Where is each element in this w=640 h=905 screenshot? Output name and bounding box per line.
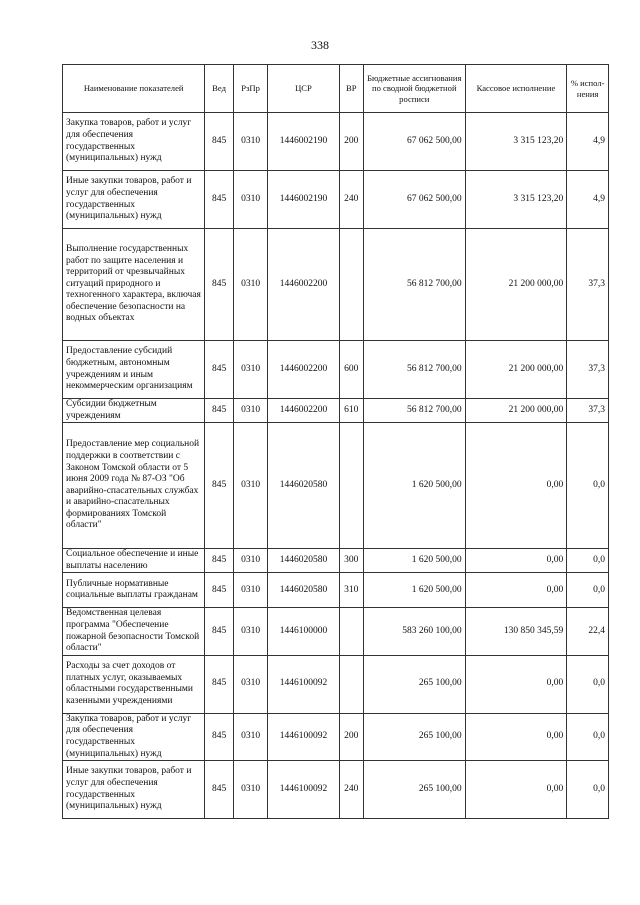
- row-assignment: 1 620 500,00: [363, 549, 465, 573]
- row-csr: 1446002190: [268, 171, 339, 229]
- row-assignment: 583 260 100,00: [363, 608, 465, 655]
- row-csr: 1446002200: [268, 229, 339, 341]
- row-cash-execution: 21 200 000,00: [465, 229, 567, 341]
- row-rzpr: 0310: [233, 713, 268, 760]
- row-rzpr: 0310: [233, 608, 268, 655]
- table-row: [63, 549, 609, 573]
- row-rzpr: 0310: [233, 399, 268, 423]
- row-percent-execution: 37,3: [567, 399, 609, 423]
- header-vr: ВР: [339, 65, 363, 113]
- table-row: [63, 713, 609, 760]
- row-rzpr: 0310: [233, 761, 268, 819]
- budget-table: [62, 64, 609, 819]
- row-rzpr: 0310: [233, 341, 268, 399]
- row-percent-execution: 0,0: [567, 573, 609, 608]
- row-csr: 1446100000: [268, 608, 339, 655]
- table-header-row: [63, 65, 609, 113]
- row-name: Социальное обеспечение и иные выплаты населению: [63, 549, 205, 573]
- row-vr: 300: [339, 549, 363, 573]
- row-vr: 310: [339, 573, 363, 608]
- row-ved: 845: [205, 229, 233, 341]
- row-name: Расходы за счет доходов от платных услуг, оказываемых областными государственными казенными учреждениями: [63, 655, 205, 713]
- row-percent-execution: 37,3: [567, 229, 609, 341]
- row-cash-execution: 0,00: [465, 713, 567, 760]
- row-percent-execution: 0,0: [567, 549, 609, 573]
- row-name: Выполнение государственных работ по защите населения и территорий от чрезвычайных ситуаций природного и техногенного характера, включая обеспечение безопасности на водных объектах: [63, 229, 205, 341]
- row-name: Закупка товаров, работ и услуг для обеспечения государственных (муниципальных) нужд: [63, 713, 205, 760]
- row-csr: 1446100092: [268, 655, 339, 713]
- row-ved: 845: [205, 655, 233, 713]
- table-row: [63, 608, 609, 655]
- header-assignments: Бюджетные ассигнования по сводной бюджетной росписи: [363, 65, 465, 113]
- row-cash-execution: 21 200 000,00: [465, 399, 567, 423]
- header-percent-execution: % испол-нения: [567, 65, 609, 113]
- table-row: [63, 341, 609, 399]
- row-name: Субсидии бюджетным учреждениям: [63, 399, 205, 423]
- row-vr: 240: [339, 761, 363, 819]
- row-percent-execution: 0,0: [567, 761, 609, 819]
- row-percent-execution: 37,3: [567, 341, 609, 399]
- row-assignment: 265 100,00: [363, 761, 465, 819]
- row-cash-execution: 3 315 123,20: [465, 171, 567, 229]
- row-assignment: 1 620 500,00: [363, 423, 465, 549]
- table-row: [63, 655, 609, 713]
- row-name: Предоставление мер социальной поддержки в соответствии с Законом Томской области от 5 июня 2009 года № 87-ОЗ "Об аварийно-спасательных службах и аварийно-спасательных формированиях Томской области": [63, 423, 205, 549]
- row-rzpr: 0310: [233, 549, 268, 573]
- row-name: Публичные нормативные социальные выплаты гражданам: [63, 573, 205, 608]
- table-row: [63, 229, 609, 341]
- row-ved: 845: [205, 113, 233, 171]
- row-ved: 845: [205, 761, 233, 819]
- row-assignment: 56 812 700,00: [363, 229, 465, 341]
- row-vr: [339, 608, 363, 655]
- row-cash-execution: 3 315 123,20: [465, 113, 567, 171]
- row-ved: 845: [205, 713, 233, 760]
- row-rzpr: 0310: [233, 229, 268, 341]
- row-ved: 845: [205, 399, 233, 423]
- row-rzpr: 0310: [233, 655, 268, 713]
- row-percent-execution: 4,9: [567, 171, 609, 229]
- row-assignment: 1 620 500,00: [363, 573, 465, 608]
- row-ved: 845: [205, 608, 233, 655]
- row-vr: 600: [339, 341, 363, 399]
- row-vr: [339, 655, 363, 713]
- row-ved: 845: [205, 573, 233, 608]
- row-csr: 1446002200: [268, 399, 339, 423]
- row-ved: 845: [205, 171, 233, 229]
- row-assignment: 56 812 700,00: [363, 341, 465, 399]
- row-cash-execution: 0,00: [465, 423, 567, 549]
- row-name: Иные закупки товаров, работ и услуг для обеспечения государственных (муниципальных) нужд: [63, 171, 205, 229]
- row-vr: [339, 229, 363, 341]
- row-csr: 1446020580: [268, 423, 339, 549]
- row-cash-execution: 21 200 000,00: [465, 341, 567, 399]
- row-assignment: 265 100,00: [363, 655, 465, 713]
- row-vr: 240: [339, 171, 363, 229]
- row-cash-execution: 0,00: [465, 761, 567, 819]
- row-percent-execution: 0,0: [567, 423, 609, 549]
- row-assignment: 56 812 700,00: [363, 399, 465, 423]
- row-name: Предоставление субсидий бюджетным, автономным учреждениям и иным некоммерческим организациям: [63, 341, 205, 399]
- row-rzpr: 0310: [233, 573, 268, 608]
- table-row: [63, 761, 609, 819]
- row-assignment: 67 062 500,00: [363, 113, 465, 171]
- header-ved: Вед: [205, 65, 233, 113]
- row-rzpr: 0310: [233, 423, 268, 549]
- row-cash-execution: 0,00: [465, 655, 567, 713]
- row-cash-execution: 130 850 345,59: [465, 608, 567, 655]
- table-row: [63, 171, 609, 229]
- header-cash-execution: Кассовое исполнение: [465, 65, 567, 113]
- row-name: Ведомственная целевая программа "Обеспечение пожарной безопасности Томской области": [63, 608, 205, 655]
- row-vr: 200: [339, 113, 363, 171]
- row-assignment: 67 062 500,00: [363, 171, 465, 229]
- row-ved: 845: [205, 423, 233, 549]
- row-csr: 1446100092: [268, 761, 339, 819]
- row-percent-execution: 0,0: [567, 655, 609, 713]
- row-name: Иные закупки товаров, работ и услуг для обеспечения государственных (муниципальных) нужд: [63, 761, 205, 819]
- row-cash-execution: 0,00: [465, 573, 567, 608]
- row-name: Закупка товаров, работ и услуг для обеспечения государственных (муниципальных) нужд: [63, 113, 205, 171]
- row-percent-execution: 0,0: [567, 713, 609, 760]
- row-vr: 200: [339, 713, 363, 760]
- row-cash-execution: 0,00: [465, 549, 567, 573]
- row-vr: 610: [339, 399, 363, 423]
- row-csr: 1446100092: [268, 713, 339, 760]
- row-csr: 1446020580: [268, 549, 339, 573]
- row-assignment: 265 100,00: [363, 713, 465, 760]
- row-csr: 1446002200: [268, 341, 339, 399]
- row-percent-execution: 4,9: [567, 113, 609, 171]
- table-row: [63, 573, 609, 608]
- row-vr: [339, 423, 363, 549]
- row-rzpr: 0310: [233, 171, 268, 229]
- table-row: [63, 399, 609, 423]
- header-name: Наименование показателей: [63, 65, 205, 113]
- row-percent-execution: 22,4: [567, 608, 609, 655]
- row-csr: 1446002190: [268, 113, 339, 171]
- row-csr: 1446020580: [268, 573, 339, 608]
- row-ved: 845: [205, 341, 233, 399]
- header-csr: ЦСР: [268, 65, 339, 113]
- header-rzpr: РзПр: [233, 65, 268, 113]
- table-row: [63, 113, 609, 171]
- table-row: [63, 423, 609, 549]
- page-number: 338: [311, 38, 329, 52]
- row-ved: 845: [205, 549, 233, 573]
- row-rzpr: 0310: [233, 113, 268, 171]
